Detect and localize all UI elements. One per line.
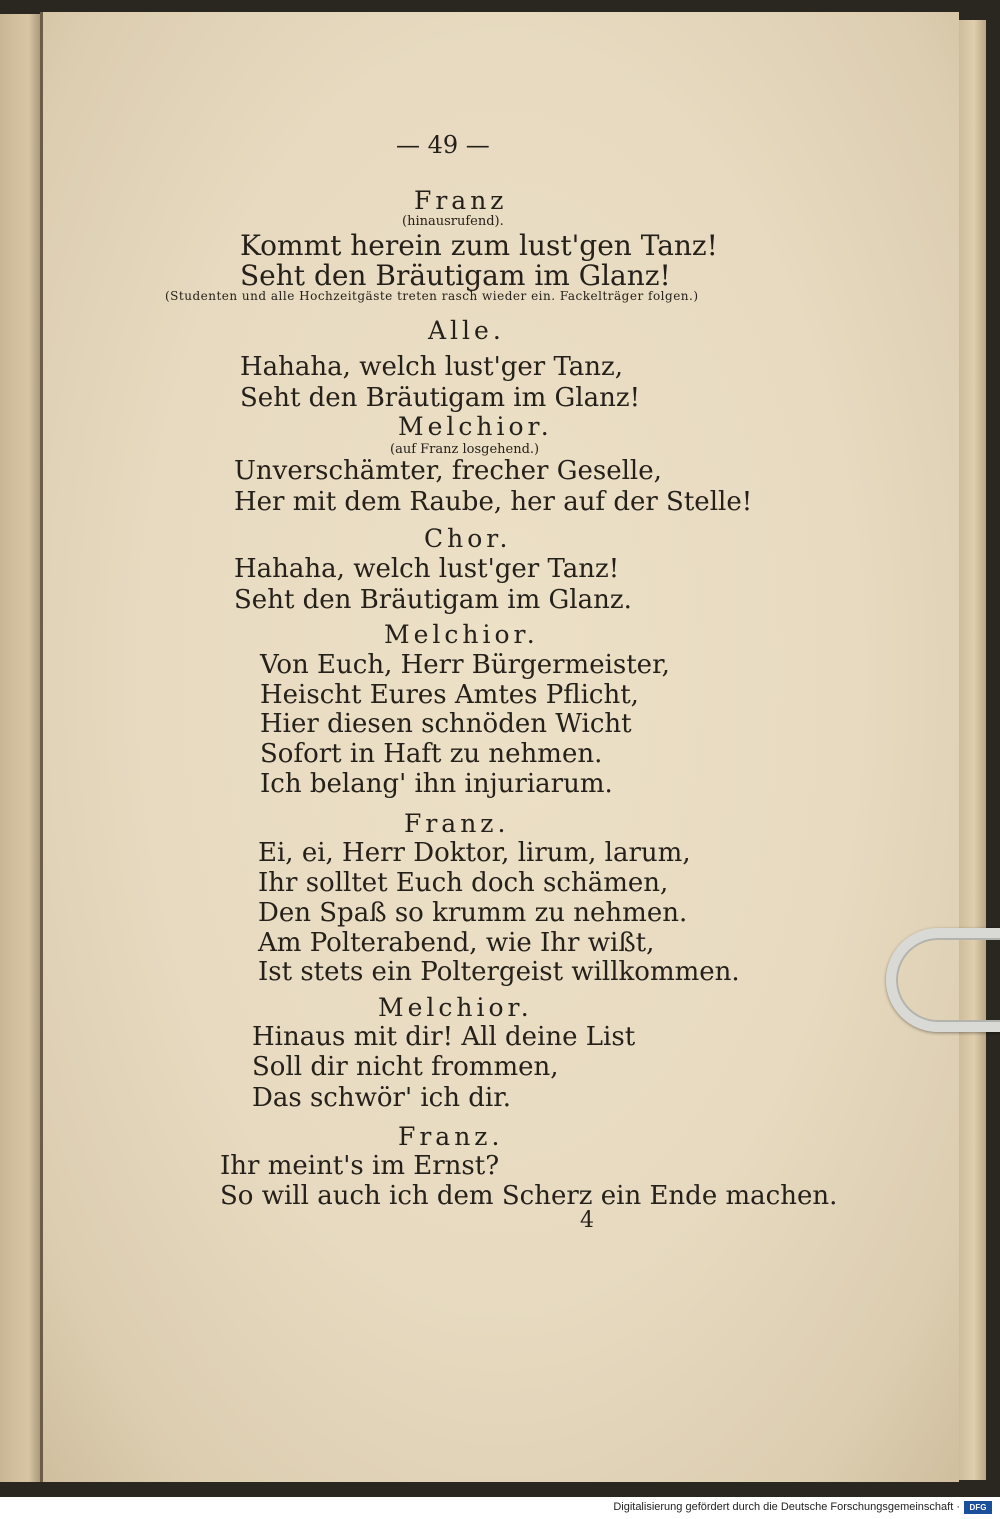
speaker-chor: Chor. [424,524,512,553]
verse-line: Hahaha, welch lust'ger Tanz, [240,352,623,382]
verse-line: Hahaha, welch lust'ger Tanz! [234,554,620,584]
verse-line: Von Euch, Herr Bürgermeister, [260,650,670,680]
verse-line: Ei, ei, Herr Doktor, lirum, larum, [258,838,691,868]
verse-line: Her mit dem Raube, her auf der Stelle! [234,487,753,517]
speaker-melchior: Melchior. [398,412,553,441]
stage-direction: (Studenten und alle Hochzeitgäste treten rasch wieder ein. Fackelträger folgen.) [165,289,699,303]
stage-direction: (hinausrufend). [402,214,504,229]
speaker-alle: Alle. [428,316,505,345]
verse-line: Seht den Bräutigam im Glanz. [234,585,632,615]
speaker-franz: Franz. [404,809,510,838]
verse-line: Unverschämter, frecher Geselle, [234,456,662,486]
verse-line: Ich belang' ihn injuriarum. [260,769,613,799]
verse-line: Seht den Bräutigam im Glanz! [240,383,641,413]
speaker-franz: Franz. [398,1122,504,1151]
footer-credit: Digitalisierung gefördert durch die Deutsche Forschungsgemeinschaft · [613,1501,960,1513]
page-number: — 49 — [396,131,490,159]
verse-line: Ihr meint's im Ernst? [220,1151,500,1181]
verse-line: Das schwör' ich dir. [252,1083,512,1113]
verse-line: So will auch ich dem Scherz ein Ende machen. [220,1181,838,1211]
verse-line: Soll dir nicht frommen, [252,1052,559,1082]
speaker-franz: Franz [414,186,508,215]
dfg-logo: DFG [964,1501,992,1514]
verse-line: Kommt herein zum lust'gen Tanz! [240,229,718,262]
speaker-melchior: Melchior. [384,620,539,649]
speaker-melchior: Melchior. [378,993,533,1022]
stage-direction: (auf Franz losgehend.) [390,442,540,457]
verse-line: Ist stets ein Poltergeist willkommen. [258,957,740,987]
footer-bar [0,1497,1000,1519]
paper-clip [886,928,1000,1032]
verse-line: Hinaus mit dir! All deine List [252,1022,636,1052]
verse-line: Am Polterabend, wie Ihr wißt, [258,928,655,958]
verse-line: Seht den Bräutigam im Glanz! [240,259,671,292]
verse-line: Heischt Eures Amtes Pflicht, [260,680,639,710]
signature-mark: 4 [580,1208,594,1233]
verse-line: Hier diesen schnöden Wicht [260,709,632,739]
verse-line: Sofort in Haft zu nehmen. [260,739,603,769]
verse-line: Ihr solltet Euch doch schämen, [258,868,669,898]
verse-line: Den Spaß so krumm zu nehmen. [258,898,688,928]
